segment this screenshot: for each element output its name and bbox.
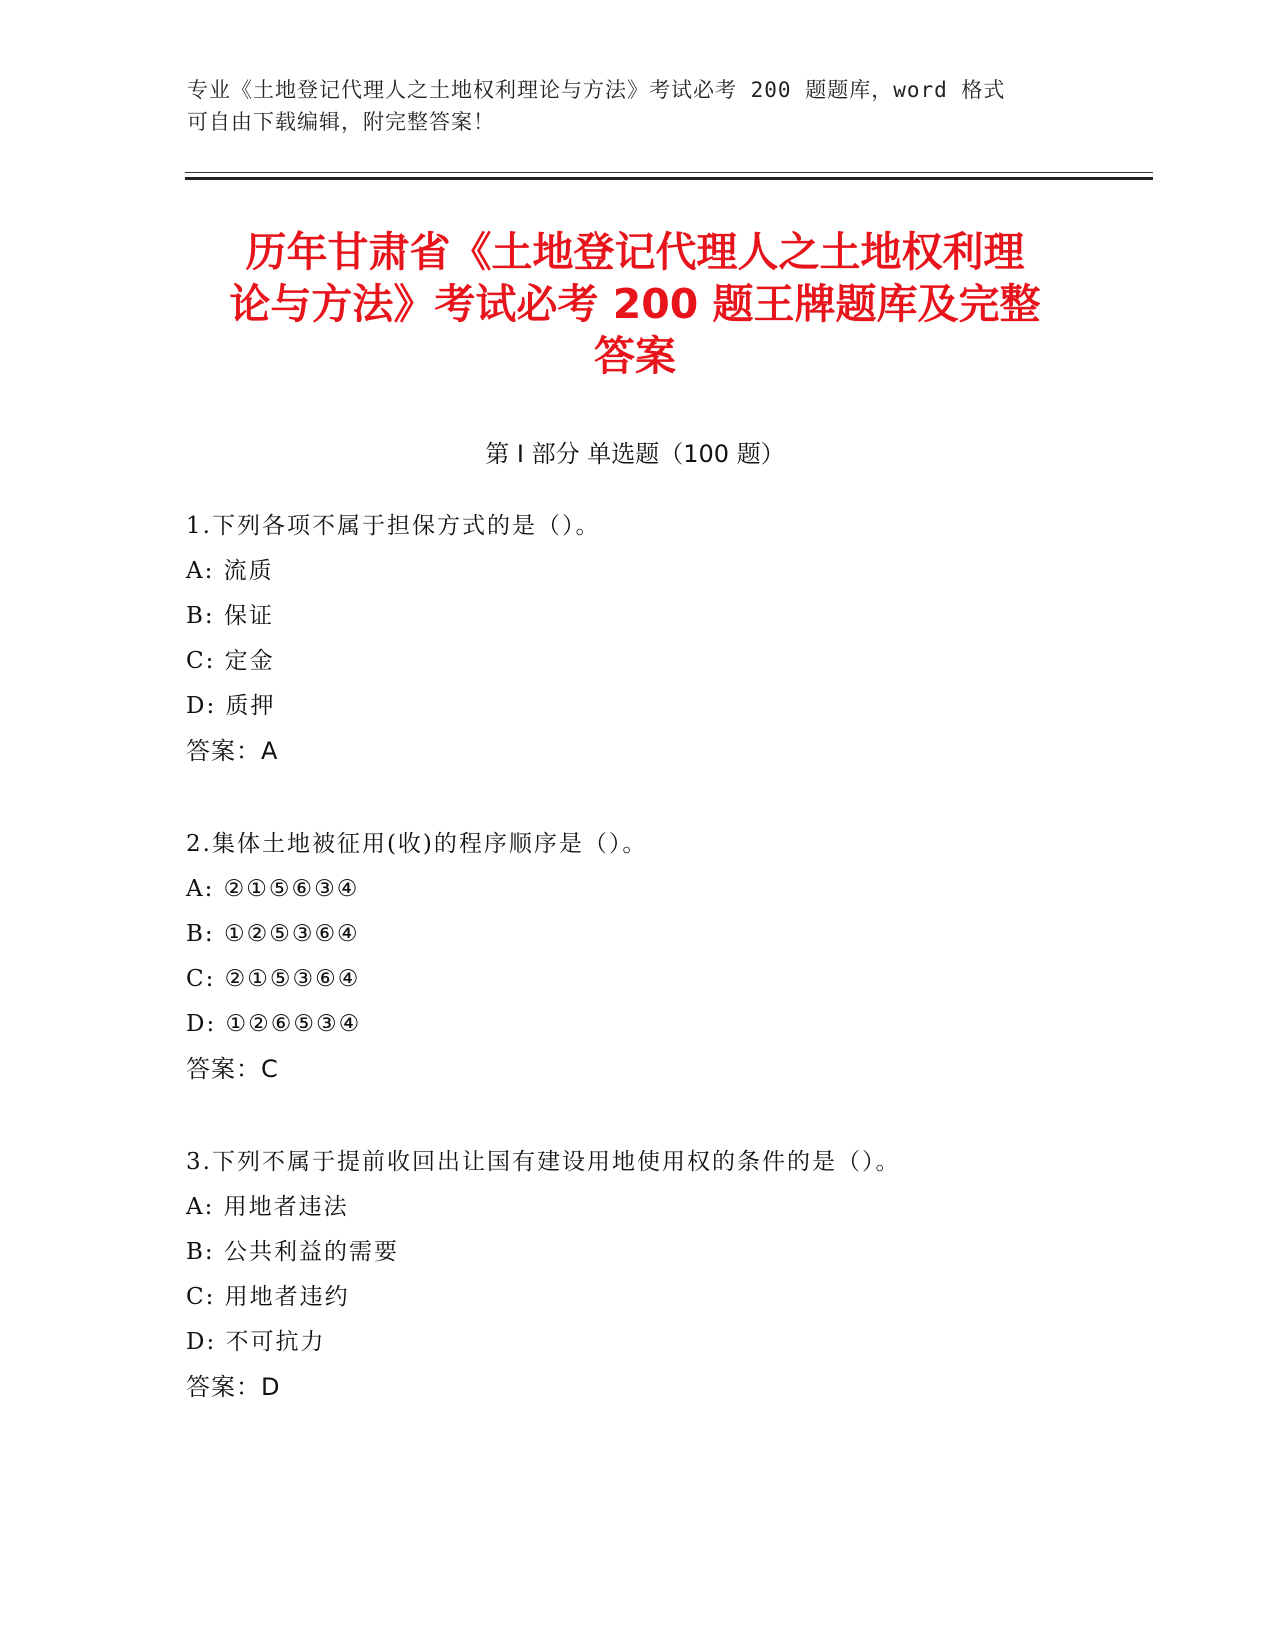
title-line-1: 历年甘肃省《土地登记代理人之土地权利理 — [245, 228, 1025, 276]
answer-line: 答案：C — [186, 1055, 279, 1083]
option-a: A: 流质 — [186, 558, 274, 584]
option-d: D: ①②⑥⑤③④ — [186, 1011, 362, 1037]
header-rule-thin — [185, 172, 1153, 173]
option-a: A: 用地者违法 — [186, 1194, 349, 1220]
section-heading: 第 I 部分 单选题（100 题） — [485, 440, 785, 468]
header-rule-thick — [185, 177, 1153, 180]
option-b: B: 保证 — [186, 603, 274, 629]
option-d: D: 不可抗力 — [186, 1329, 326, 1355]
header-note — [187, 74, 1067, 138]
option-c: C: 定金 — [186, 648, 275, 674]
option-d: D: 质押 — [186, 693, 276, 719]
option-b: B: 公共利益的需要 — [186, 1239, 399, 1265]
answer-line: 答案：A — [186, 737, 279, 765]
header-note-line-2: 可自由下载编辑，附完整答案！ — [187, 110, 495, 134]
question-block — [186, 1140, 1126, 1410]
answer-line: 答案：D — [186, 1373, 281, 1401]
document-title — [185, 226, 1085, 382]
question-stem: 1.下列各项不属于担保方式的是（）。 — [186, 513, 601, 539]
option-c: C: 用地者违约 — [186, 1284, 350, 1310]
title-line-2: 论与方法》考试必考 200 题王牌题库及完整 — [229, 280, 1041, 328]
option-a: A: ②①⑤⑥③④ — [186, 876, 360, 902]
question-stem: 3.下列不属于提前收回出让国有建设用地使用权的条件的是（）。 — [186, 1149, 901, 1175]
header-note-line-1: 专业《土地登记代理人之土地权利理论与方法》考试必考 200 题题库，word 格式 — [187, 78, 1006, 102]
question-block — [186, 822, 1126, 1092]
title-line-3: 答案 — [594, 332, 676, 380]
option-c: C: ②①⑤③⑥④ — [186, 966, 361, 992]
option-b: B: ①②⑤③⑥④ — [186, 921, 360, 947]
question-stem: 2.集体土地被征用(收)的程序顺序是（）。 — [186, 831, 648, 857]
question-block — [186, 504, 1126, 774]
